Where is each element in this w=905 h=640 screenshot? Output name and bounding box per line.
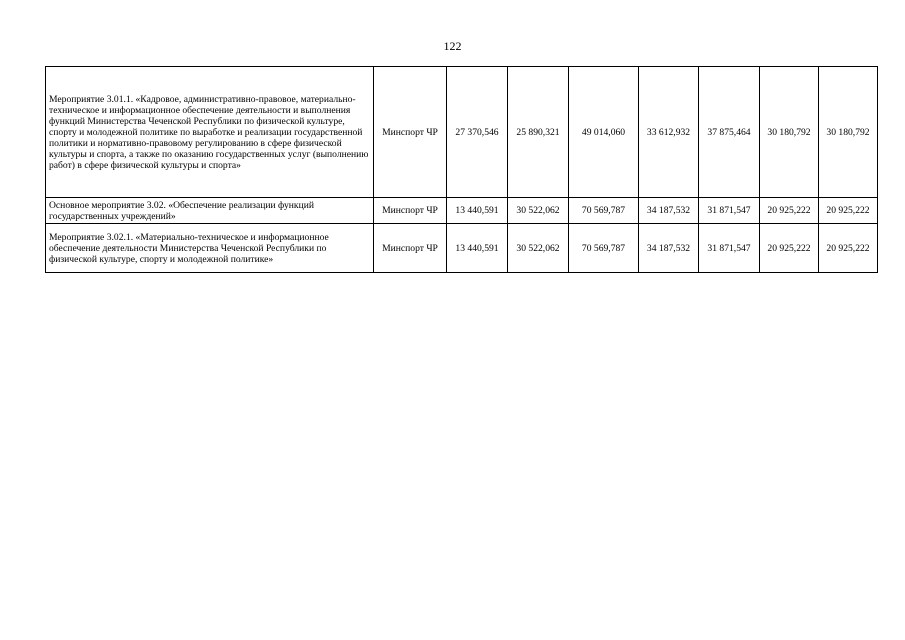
row-executor: Минспорт ЧР <box>374 224 447 273</box>
row-value: 30 180,792 <box>819 67 878 198</box>
row-value: 13 440,591 <box>447 198 508 224</box>
row-value: 25 890,321 <box>508 67 569 198</box>
row-value: 30 180,792 <box>760 67 819 198</box>
row-value: 27 370,546 <box>447 67 508 198</box>
row-value: 30 522,062 <box>508 224 569 273</box>
row-description: Основное мероприятие 3.02. «Обеспечение реализации функций государственных учреждений» <box>46 198 374 224</box>
row-description: Мероприятие 3.02.1. «Материально-техническое и информационное обеспечение деятельности Министерства Чеченской Республики по физической культуре, спорту и молодежной политике» <box>46 224 374 273</box>
row-value: 30 522,062 <box>508 198 569 224</box>
row-value: 31 871,547 <box>699 198 760 224</box>
row-executor: Минспорт ЧР <box>374 198 447 224</box>
row-value: 37 875,464 <box>699 67 760 198</box>
page-number: 122 <box>443 39 462 53</box>
row-value: 49 014,060 <box>569 67 639 198</box>
row-value: 33 612,932 <box>639 67 699 198</box>
row-value: 20 925,222 <box>760 224 819 273</box>
row-executor: Минспорт ЧР <box>374 67 447 198</box>
table-row <box>46 224 878 273</box>
row-value: 20 925,222 <box>819 224 878 273</box>
row-value: 31 871,547 <box>699 224 760 273</box>
row-value: 70 569,787 <box>569 224 639 273</box>
row-value: 70 569,787 <box>569 198 639 224</box>
row-description: Мероприятие 3.01.1. «Кадровое, административно-правовое, материально-техническое и информационное обеспечение деятельности и выполнения функций Министерства Чеченской Республики по физической культуре, спорту и молодежной политике по выработке и реализации государственной политики и нормативно-правовому регулированию в сфере физической культуры и спорта, а также по оказанию государственных услуг (выполнению работ) в сфере физической культуры и спорта» <box>46 67 374 198</box>
row-value: 34 187,532 <box>639 224 699 273</box>
row-value: 20 925,222 <box>819 198 878 224</box>
row-value: 20 925,222 <box>760 198 819 224</box>
row-value: 13 440,591 <box>447 224 508 273</box>
row-value: 34 187,532 <box>639 198 699 224</box>
table-row <box>46 198 878 224</box>
table-row <box>46 67 878 198</box>
budget-table <box>45 66 878 273</box>
